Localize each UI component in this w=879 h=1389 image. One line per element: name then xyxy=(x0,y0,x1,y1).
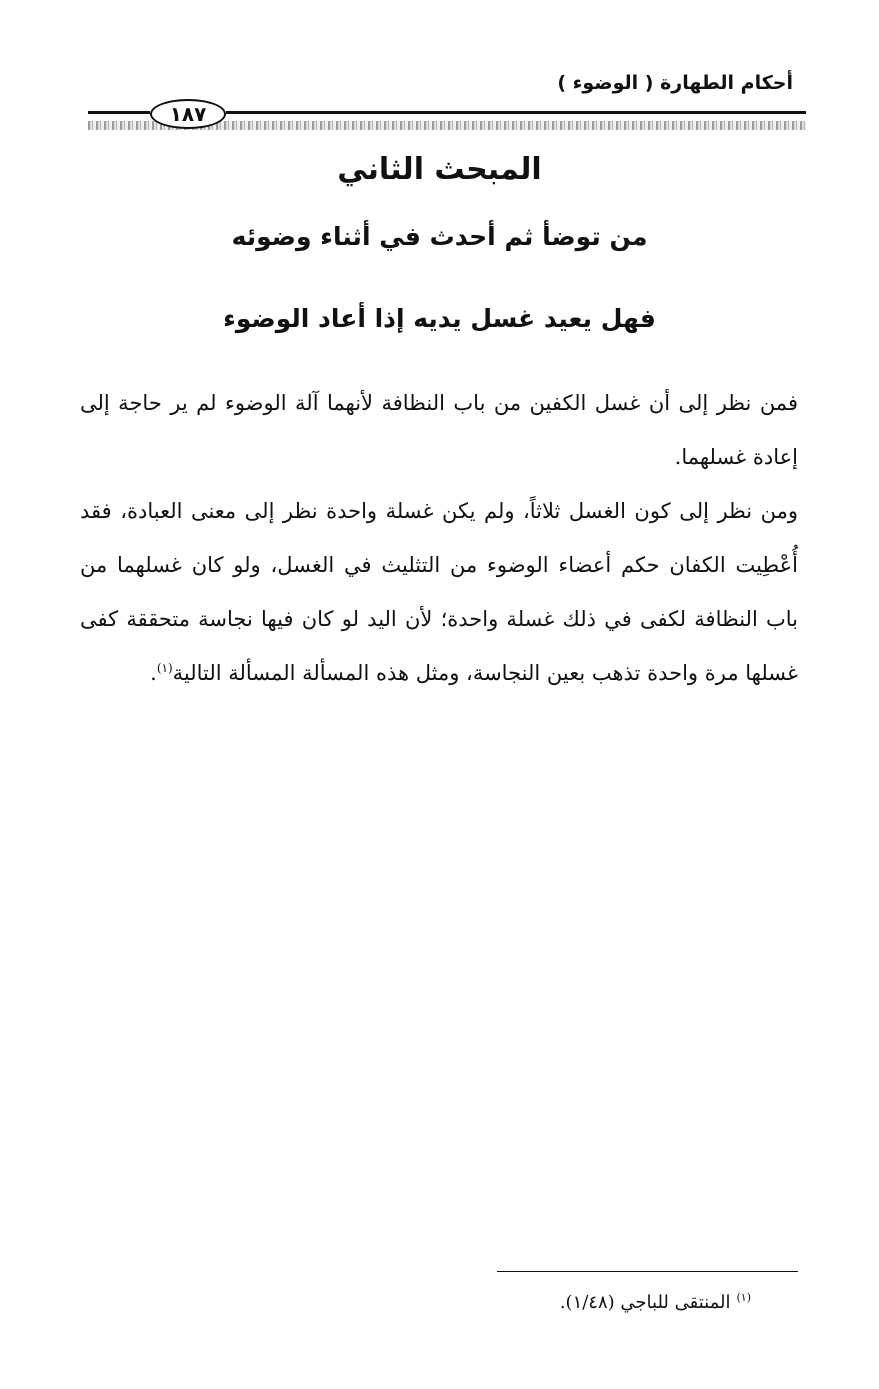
paragraph-1: فمن نظر إلى أن غسل الكفين من باب النظافة لأنهما آلة الوضوء لم ير حاجة إلى إعادة غسلهما. xyxy=(80,391,798,469)
footnote xyxy=(560,1292,751,1313)
paragraph-2 xyxy=(80,484,798,700)
footnote-text: المنتقى للباجي (١/٤٨). xyxy=(559,1292,731,1313)
footnote-reference[interactable]: (١) xyxy=(156,661,173,675)
section-label: المبحث الثاني xyxy=(337,152,542,187)
paragraph-2-text: ومن نظر إلى كون الغسل ثلاثاً، ولم يكن غسلة واحدة نظر إلى معنى العبادة، فقد أُعْطِيت الكفان حكم أعضاء الوضوء من التثليث في الغسل، ولو كان غسلهما من باب النظافة لكفى في ذلك غسلة واحدة؛ لأن اليد لو كان فيها نجاسة متحققة كفى غسلها مرة واحدة تذهب بعين النجاسة، ومثل هذه المسألة المسألة التالية xyxy=(80,499,798,685)
section-heading-2: فهل يعيد غسل يديه إذا أعاد الوضوء xyxy=(223,304,656,333)
footnote-separator xyxy=(497,1271,798,1272)
page-number: ١٨٧ xyxy=(150,99,226,129)
body-text xyxy=(80,376,798,700)
paragraph-2-end: . xyxy=(150,661,157,685)
section-heading-1: من توضأ ثم أحدث في أثناء وضوئه xyxy=(231,222,648,251)
footnote-mark: (١) xyxy=(736,1291,751,1304)
header-rule-right xyxy=(226,111,806,114)
header-rule-left xyxy=(88,111,150,114)
running-header-title: أحكام الطهارة ( الوضوء ) xyxy=(557,72,793,94)
